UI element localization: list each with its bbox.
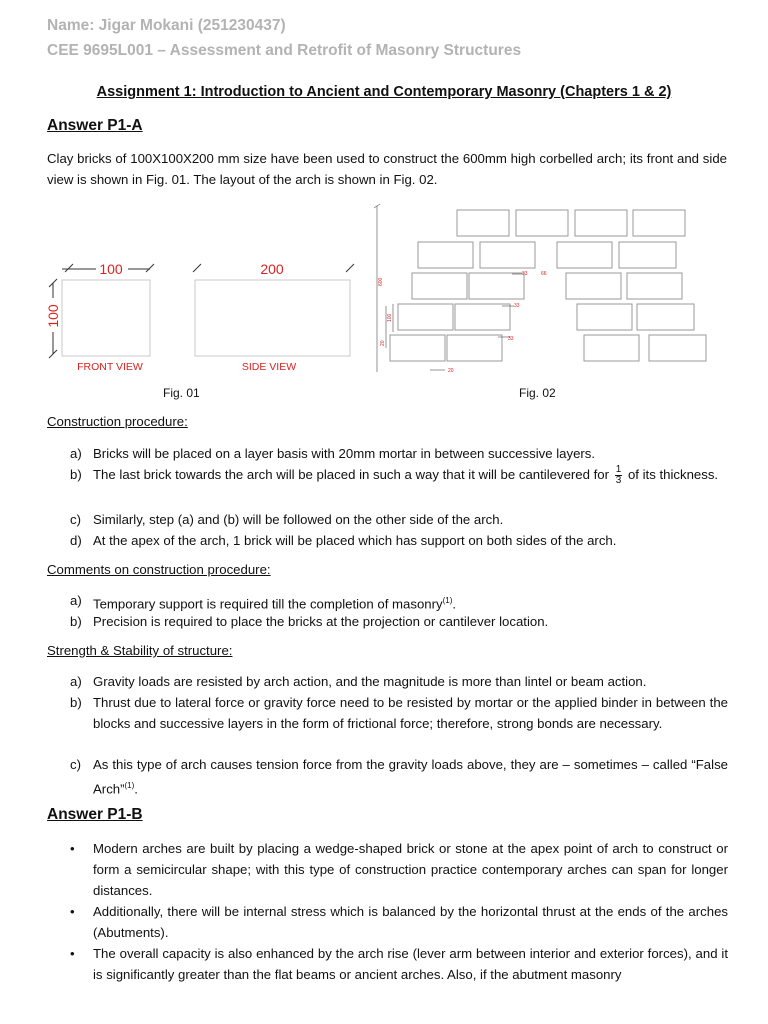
p1a-intro: Clay bricks of 100X100X200 mm size have been used to construct the 600mm high corbelled arch; its front and side view is shown in Fig. 01. The layout of the arch is shown in Fig. 02. <box>47 151 727 187</box>
list-item: • Modern arches are built by placing a wedge-shaped brick or stone at the apex point of arch to construct or form a semicircular shape; with this type of construction practice contemporary arches can span for longer distances. <box>70 841 728 898</box>
dim-side-length: 200 <box>260 261 284 277</box>
list-item: a) Gravity loads are resisted by arch action, and the magnitude is more than lintel or beam action. <box>70 674 647 689</box>
list-item: c) As this type of arch causes tension force from the gravity loads above, they are – sometimes – called “False Arch”$^{(1)}$. <box>70 757 728 797</box>
list-item: a) Bricks will be placed on a layer basis with 20mm mortar in between successive layers. <box>70 446 596 461</box>
dim-33-upper: 33 <box>522 271 528 277</box>
list-item: a) Temporary support is required till the completion of masonry$^{(1)}$. <box>70 593 457 612</box>
dim-front-width: 100 <box>99 261 123 277</box>
assignment-title: Assignment 1: Introduction to Ancient and Contemporary Masonry (Chapters 1 & 2) <box>96 84 672 100</box>
fig-02-caption: Fig. 02 <box>519 386 556 400</box>
author-name: Name: Jigar Mokani (251230437) <box>47 17 286 34</box>
heading-p1b: Answer P1-B <box>47 806 143 823</box>
heading-p1a: Answer P1-A <box>47 117 143 134</box>
figure-02-arch-layout <box>370 200 735 380</box>
figure-01-brick-views <box>40 250 370 380</box>
dim-33-middle: 33 <box>514 303 520 309</box>
dim-33-lower: 33 <box>508 336 514 342</box>
side-view-label: SIDE VIEW <box>241 361 297 373</box>
list-item: d) At the apex of the arch, 1 brick will be placed which has support on both sides of the arch. <box>70 533 617 548</box>
course-title: CEE 9695L001 – Assessment and Retrofit of Masonry Structures <box>47 42 522 59</box>
dim-20-vertical: 20 <box>380 340 386 346</box>
list-item: b) Thrust due to lateral force or gravity force need to be resisted by mortar or the applied binder in between the blocks and successive layers in the form of frictional force; therefore, strong bonds are necessary. <box>70 695 728 731</box>
list-item: c) Similarly, step (a) and (b) will be followed on the other side of the arch. <box>70 512 504 527</box>
list-item: b) The last brick towards the arch will be placed in such a way that it will be cantilevered for $\frac{1}{3}$ of its thickness. <box>70 464 719 487</box>
fraction-one-third: $\frac{1}{3}$ <box>615 464 622 487</box>
dim-front-height: 100 <box>45 304 61 328</box>
front-view-label: FRONT VIEW <box>77 361 143 373</box>
dim-100: 100 <box>387 313 393 322</box>
construction-heading: Construction procedure: <box>47 414 188 429</box>
list-item: b) Precision is required to place the bricks at the projection or cantilever location. <box>70 614 549 629</box>
list-item: • The overall capacity is also enhanced by the arch rise (lever arm between interior and exterior forces), and it is significantly greater than the flat beams or ancient arches. Also, if the abutment masonry <box>70 946 728 982</box>
dim-66: 66 <box>541 271 547 277</box>
list-item: • Additionally, there will be internal stress which is balanced by the horizontal thrust at the ends of the arches (Abutments). <box>70 904 728 940</box>
strength-heading: Strength & Stability of structure: <box>47 643 233 658</box>
fig-01-caption: Fig. 01 <box>163 386 200 400</box>
dim-20-horizontal: 20 <box>448 368 454 374</box>
dim-600: 600 <box>378 277 384 286</box>
comments-heading: Comments on construction procedure: <box>47 562 271 577</box>
